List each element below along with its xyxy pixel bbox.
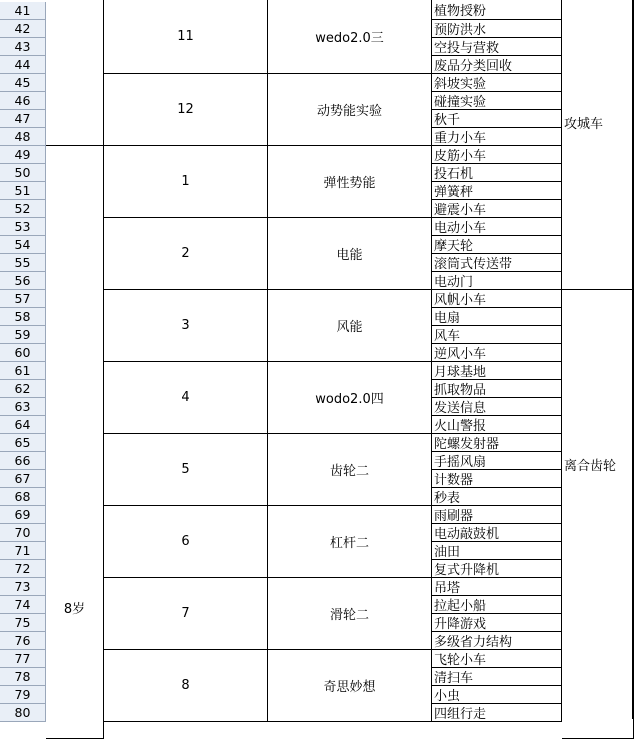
row-header[interactable]: 52 — [0, 200, 46, 218]
activity-cell[interactable]: 油田 — [432, 542, 562, 560]
activity-cell[interactable]: 风帆小车 — [432, 290, 562, 308]
activity-cell[interactable]: 飞轮小车 — [432, 650, 562, 668]
activity-cell[interactable]: 计数器 — [432, 470, 562, 488]
row-header[interactable]: 49 — [0, 146, 46, 164]
activity-cell[interactable]: 小虫 — [432, 686, 562, 704]
row-header[interactable]: 55 — [0, 254, 46, 272]
age-cell[interactable]: 8岁 — [46, 146, 104, 739]
lesson-number[interactable]: 12 — [104, 74, 268, 146]
row-header[interactable]: 67 — [0, 470, 46, 488]
activity-cell[interactable]: 清扫车 — [432, 668, 562, 686]
row-header[interactable]: 74 — [0, 596, 46, 614]
activity-cell[interactable]: 复式升降机 — [432, 560, 562, 578]
row-header[interactable]: 56 — [0, 272, 46, 290]
activity-cell[interactable]: 空投与营救 — [432, 38, 562, 56]
row-header[interactable]: 41 — [0, 2, 46, 20]
lesson-number[interactable]: 6 — [104, 506, 268, 578]
activity-cell[interactable]: 植物授粉 — [432, 0, 562, 20]
activity-cell[interactable]: 升降游戏 — [432, 614, 562, 632]
activity-cell[interactable]: 滚筒式传送带 — [432, 254, 562, 272]
activity-cell[interactable]: 电动门 — [432, 272, 562, 290]
activity-cell[interactable]: 多级省力结构 — [432, 632, 562, 650]
lesson-name[interactable]: wedo2.0三 — [268, 0, 432, 74]
row-header[interactable]: 65 — [0, 434, 46, 452]
activity-cell[interactable]: 避震小车 — [432, 200, 562, 218]
row-header[interactable]: 72 — [0, 560, 46, 578]
row-header[interactable]: 64 — [0, 416, 46, 434]
activity-cell[interactable]: 拉起小船 — [432, 596, 562, 614]
activity-cell[interactable]: 摩天轮 — [432, 236, 562, 254]
row-header[interactable]: 54 — [0, 236, 46, 254]
lesson-name[interactable]: 滑轮二 — [268, 578, 432, 650]
lesson-number[interactable]: 4 — [104, 362, 268, 434]
row-header[interactable]: 60 — [0, 344, 46, 362]
activity-cell[interactable]: 皮筋小车 — [432, 146, 562, 164]
activity-cell[interactable]: 废品分类回收 — [432, 56, 562, 74]
activity-cell[interactable]: 斜坡实验 — [432, 74, 562, 92]
row-header[interactable]: 71 — [0, 542, 46, 560]
lesson-name[interactable]: 风能 — [268, 290, 432, 362]
row-header[interactable]: 51 — [0, 182, 46, 200]
lesson-name[interactable]: 电能 — [268, 218, 432, 290]
activity-cell[interactable]: 吊塔 — [432, 578, 562, 596]
row-header[interactable]: 79 — [0, 686, 46, 704]
row-header[interactable]: 73 — [0, 578, 46, 596]
activity-cell[interactable]: 弹簧秤 — [432, 182, 562, 200]
activity-cell[interactable]: 电动敲鼓机 — [432, 524, 562, 542]
row-header[interactable]: 66 — [0, 452, 46, 470]
lesson-number[interactable]: 3 — [104, 290, 268, 362]
activity-cell[interactable]: 抓取物品 — [432, 380, 562, 398]
row-header[interactable]: 63 — [0, 398, 46, 416]
activity-cell[interactable]: 碰撞实验 — [432, 92, 562, 110]
row-header[interactable]: 48 — [0, 128, 46, 146]
activity-cell[interactable]: 逆风小车 — [432, 344, 562, 362]
row-header[interactable]: 42 — [0, 20, 46, 38]
row-header[interactable]: 68 — [0, 488, 46, 506]
lesson-number[interactable]: 11 — [104, 0, 268, 74]
row-header[interactable]: 69 — [0, 506, 46, 524]
activity-cell[interactable]: 月球基地 — [432, 362, 562, 380]
row-header[interactable]: 70 — [0, 524, 46, 542]
row-header[interactable]: 44 — [0, 56, 46, 74]
row-header[interactable]: 53 — [0, 218, 46, 236]
lesson-name[interactable]: 弹性势能 — [268, 146, 432, 218]
lesson-number[interactable]: 8 — [104, 650, 268, 722]
row-header[interactable]: 47 — [0, 110, 46, 128]
activity-cell[interactable]: 手摇风扇 — [432, 452, 562, 470]
lesson-name[interactable]: 齿轮二 — [268, 434, 432, 506]
row-header[interactable]: 78 — [0, 668, 46, 686]
row-header[interactable]: 80 — [0, 704, 46, 722]
project-cell[interactable]: 攻城车 — [562, 0, 634, 290]
lesson-number[interactable]: 7 — [104, 578, 268, 650]
lesson-number[interactable]: 1 — [104, 146, 268, 218]
activity-cell[interactable]: 风车 — [432, 326, 562, 344]
activity-cell[interactable]: 雨刷器 — [432, 506, 562, 524]
lesson-number[interactable]: 5 — [104, 434, 268, 506]
row-header[interactable]: 77 — [0, 650, 46, 668]
row-header[interactable]: 62 — [0, 380, 46, 398]
row-header[interactable]: 76 — [0, 632, 46, 650]
row-header[interactable]: 46 — [0, 92, 46, 110]
activity-cell[interactable]: 秋千 — [432, 110, 562, 128]
lesson-name[interactable]: 动势能实验 — [268, 74, 432, 146]
lesson-name[interactable]: 奇思妙想 — [268, 650, 432, 722]
lesson-name[interactable]: wodo2.0四 — [268, 362, 432, 434]
row-header[interactable]: 57 — [0, 290, 46, 308]
activity-cell[interactable]: 电动小车 — [432, 218, 562, 236]
row-header[interactable]: 43 — [0, 38, 46, 56]
activity-cell[interactable]: 预防洪水 — [432, 20, 562, 38]
activity-cell[interactable]: 重力小车 — [432, 128, 562, 146]
activity-cell[interactable]: 秒表 — [432, 488, 562, 506]
row-header[interactable]: 59 — [0, 326, 46, 344]
row-header[interactable]: 50 — [0, 164, 46, 182]
activity-cell[interactable]: 投石机 — [432, 164, 562, 182]
activity-cell[interactable]: 发送信息 — [432, 398, 562, 416]
age-cell-blank[interactable] — [46, 0, 104, 146]
row-header[interactable]: 75 — [0, 614, 46, 632]
row-header[interactable]: 61 — [0, 362, 46, 380]
row-header[interactable]: 45 — [0, 74, 46, 92]
activity-cell[interactable]: 陀螺发射器 — [432, 434, 562, 452]
lesson-name[interactable]: 杠杆二 — [268, 506, 432, 578]
activity-cell[interactable]: 电扇 — [432, 308, 562, 326]
lesson-number[interactable]: 2 — [104, 218, 268, 290]
activity-cell[interactable]: 火山警报 — [432, 416, 562, 434]
project-cell[interactable]: 离合齿轮 — [562, 290, 634, 739]
row-header[interactable]: 58 — [0, 308, 46, 326]
activity-cell[interactable]: 四组行走 — [432, 704, 562, 722]
